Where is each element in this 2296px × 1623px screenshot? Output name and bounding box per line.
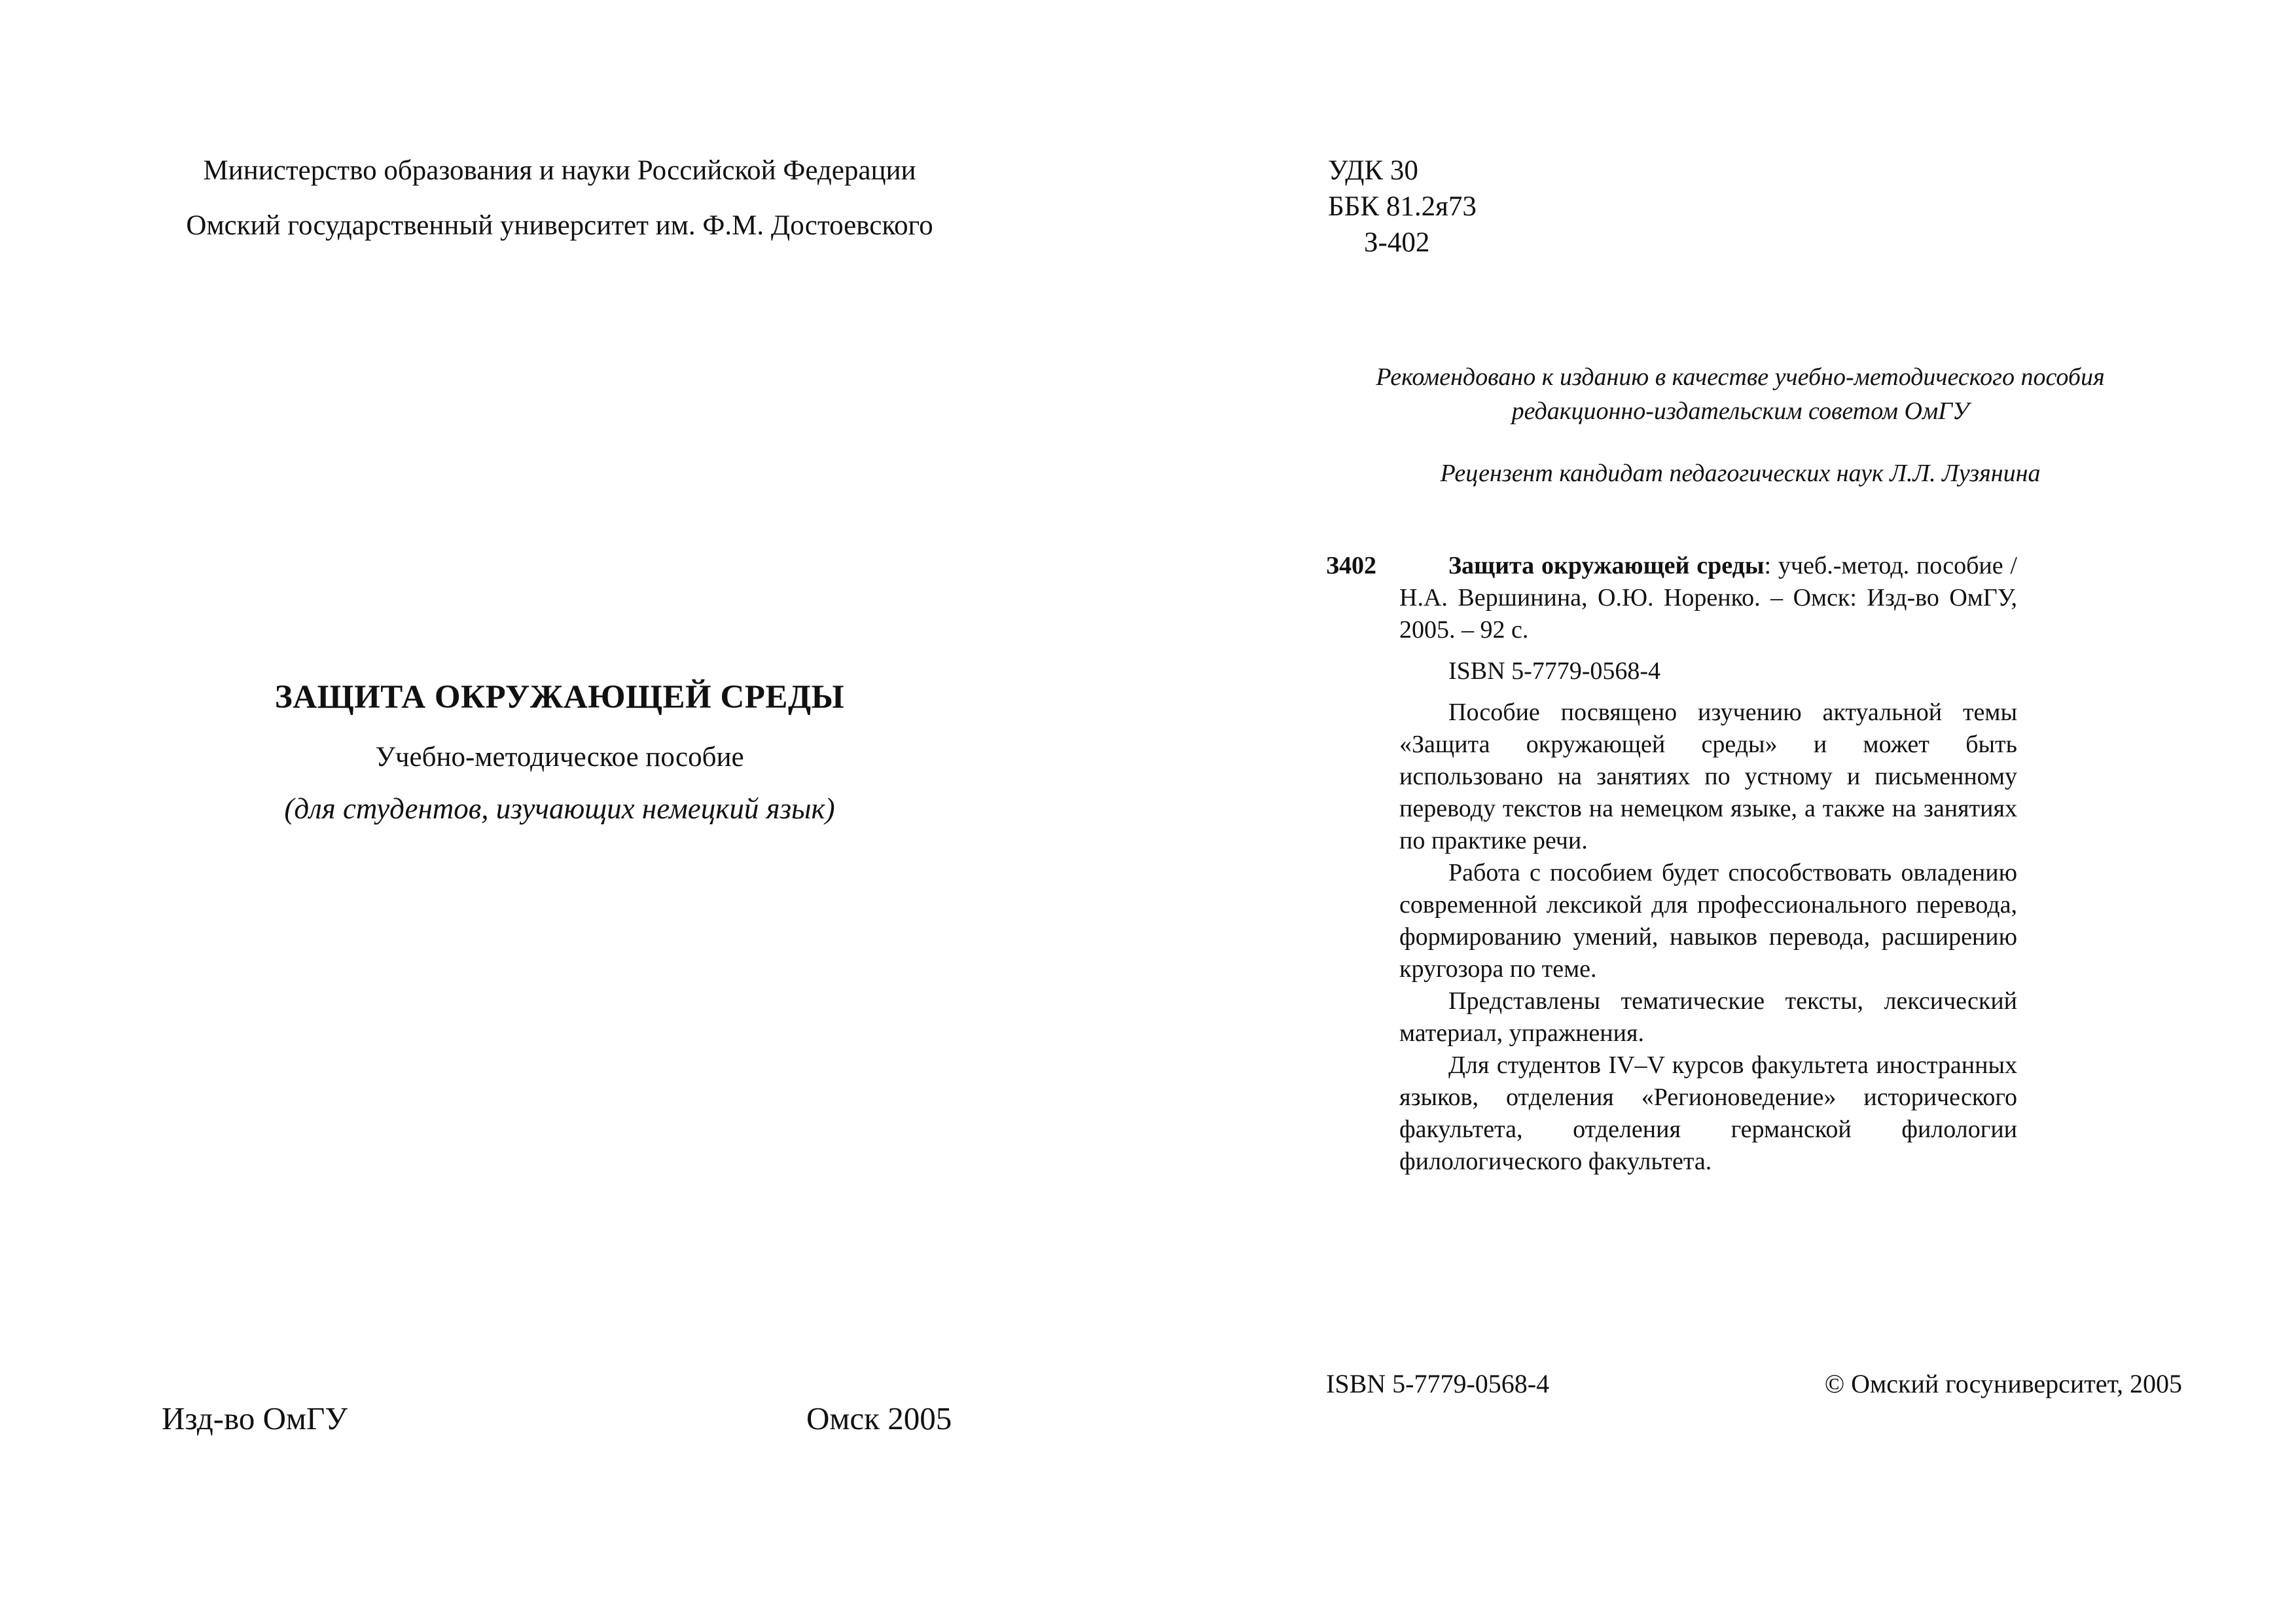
book-subtitle: Учебно-методическое пособие: [375, 742, 744, 773]
university-line: Омский государственный университет им. Ф.М. Достоевского: [186, 210, 933, 241]
catalog-mark: З402: [1326, 552, 1377, 579]
biblio-title: Защита окружающей среды: [1448, 552, 1765, 579]
annotation-paragraph: Пособие посвящено изучению актуальной темы «Защита окружающей среды» и может быть использовано на занятиях по устному и письменному переводу текстов на немецком языке, а также на занятиях по практике речи.: [1399, 699, 2017, 854]
imprint-page: [1148, 0, 2296, 1623]
bibliographic-record: [1399, 550, 2017, 646]
isbn-line: ISBN 5-7779-0568-4: [1448, 657, 1661, 685]
ministry-line: Министерство образования и науки Российской Федерации: [203, 155, 916, 186]
biblio-details: : учеб.-метод. пособие / Н.А. Вершинина, О.Ю. Норенко. – Омск: Изд-во ОмГУ, 2005. – 92 с.: [1399, 552, 2017, 644]
udk-code: УДК 30: [1328, 155, 1418, 186]
annotation: [1399, 697, 2017, 1178]
annotation-paragraph: Представлены тематические тексты, лексический материал, упражнения.: [1399, 987, 2017, 1047]
reviewer-note: Рецензент кандидат педагогических наук Л.Л. Лузянина: [1440, 460, 2041, 487]
bbk-code: ББК 81.2я73: [1328, 191, 1477, 222]
recommendation-line-2: редакционно-издательским советом ОмГУ: [1511, 397, 1969, 425]
author-mark: З-402: [1364, 227, 1430, 258]
book-audience: (для студентов, изучающих немецкий язык): [284, 792, 835, 825]
copyright-notice: © Омский госуниверситет, 2005: [1824, 1369, 2182, 1398]
annotation-paragraph: Для студентов IV–V курсов факультета иностранных языков, отделения «Регионоведение» исторического факультета, отделения германской филологии филологического факультета.: [1399, 1051, 2017, 1175]
publisher: Изд-во ОмГУ: [162, 1400, 348, 1436]
recommendation-note: [1299, 360, 2182, 428]
footer-isbn: ISBN 5-7779-0568-4: [1326, 1369, 1550, 1398]
recommendation-line-1: Рекомендовано к изданию в качестве учебно-методического пособия: [1376, 363, 2105, 391]
classification-codes: [1328, 153, 1477, 261]
place-year: Омск 2005: [806, 1400, 952, 1436]
annotation-paragraph: Работа с пособием будет способствовать овладению современной лексикой для профессионального перевода, формированию умений, навыков перевода, расширению кругозора по теме.: [1399, 859, 2017, 983]
book-title: ЗАЩИТА ОКРУЖАЮЩЕЙ СРЕДЫ: [274, 679, 845, 716]
catalog-entry: [1399, 550, 2017, 1178]
